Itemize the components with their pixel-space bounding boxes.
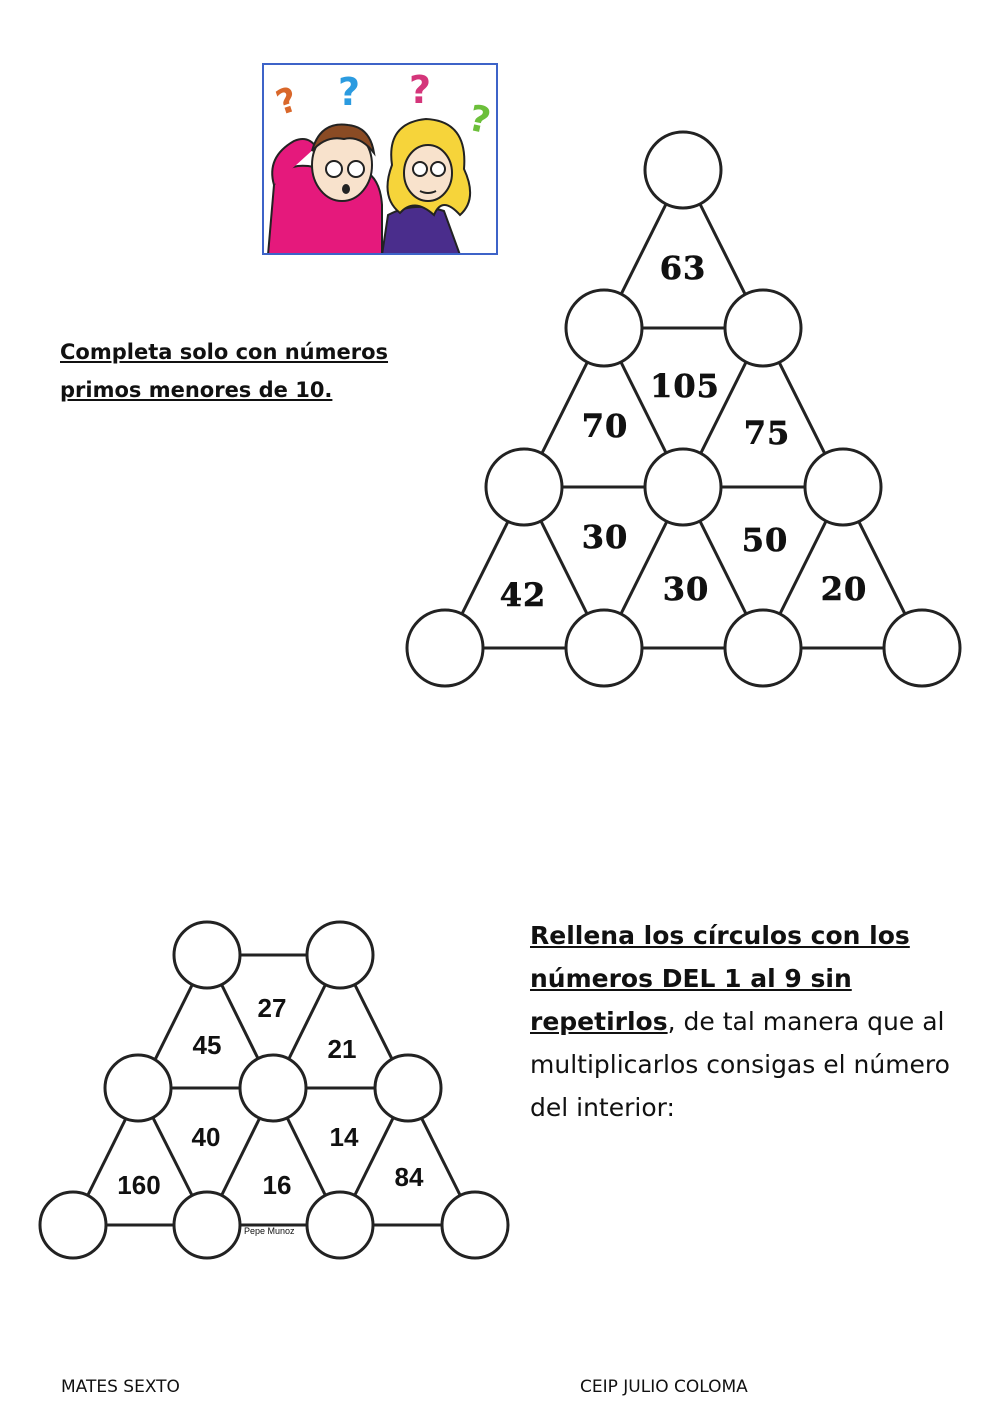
- answer-circle[interactable]: [105, 1055, 171, 1121]
- product-value: 27: [257, 993, 287, 1023]
- product-value: 21: [327, 1034, 357, 1064]
- answer-circle[interactable]: [174, 922, 240, 988]
- answer-circle[interactable]: [442, 1192, 508, 1258]
- product-value: 14: [329, 1122, 359, 1152]
- answer-circle[interactable]: [566, 290, 642, 366]
- product-value: 45: [192, 1030, 222, 1060]
- answer-circle[interactable]: [645, 449, 721, 525]
- answer-circle[interactable]: [486, 449, 562, 525]
- product-value: 70: [581, 407, 629, 445]
- instruction-primes-text: Completa solo con números primos menores de 10.: [60, 340, 389, 402]
- answer-circle[interactable]: [725, 610, 801, 686]
- answer-circle[interactable]: [307, 922, 373, 988]
- answer-circle[interactable]: [240, 1055, 306, 1121]
- product-value: 50: [741, 521, 789, 559]
- answer-circle[interactable]: [566, 610, 642, 686]
- product-value: 30: [581, 518, 629, 556]
- instruction-rest-text: , de tal manera que al multiplicarlos consigas el número del interior:: [530, 1007, 950, 1122]
- answer-circle[interactable]: [884, 610, 960, 686]
- product-value: 63: [659, 249, 707, 287]
- product-value: 42: [499, 576, 547, 614]
- question-mark-1: ?: [271, 79, 303, 124]
- product-value: 84: [394, 1162, 424, 1192]
- product-value: 105: [650, 367, 720, 405]
- product-value: 40: [191, 1122, 221, 1152]
- footer-left: MATES SEXTO: [61, 1377, 180, 1397]
- product-value: 16: [262, 1170, 292, 1200]
- product-value: 20: [820, 570, 868, 608]
- product-value: 75: [743, 414, 791, 452]
- author-credit: Pepe Munoz: [244, 1226, 295, 1236]
- answer-circle[interactable]: [805, 449, 881, 525]
- instruction-bold-text: Rellena los círculos con los números DEL 1 al 9 sin repetirlos: [530, 921, 910, 1036]
- answer-circle[interactable]: [725, 290, 801, 366]
- answer-circle[interactable]: [645, 132, 721, 208]
- triangle-2-circles: [40, 922, 508, 1258]
- answer-circle[interactable]: [40, 1192, 106, 1258]
- question-mark-2: ?: [338, 70, 361, 114]
- instruction-fill-circles: [530, 914, 960, 1129]
- product-value: 160: [117, 1170, 161, 1200]
- question-mark-4: ?: [464, 98, 494, 143]
- answer-circle[interactable]: [375, 1055, 441, 1121]
- answer-circle[interactable]: [307, 1192, 373, 1258]
- answer-circle[interactable]: [407, 610, 483, 686]
- question-mark-3: ?: [409, 68, 432, 112]
- product-value: 30: [662, 570, 710, 608]
- footer-right: CEIP JULIO COLOMA: [580, 1377, 748, 1397]
- answer-circle[interactable]: [174, 1192, 240, 1258]
